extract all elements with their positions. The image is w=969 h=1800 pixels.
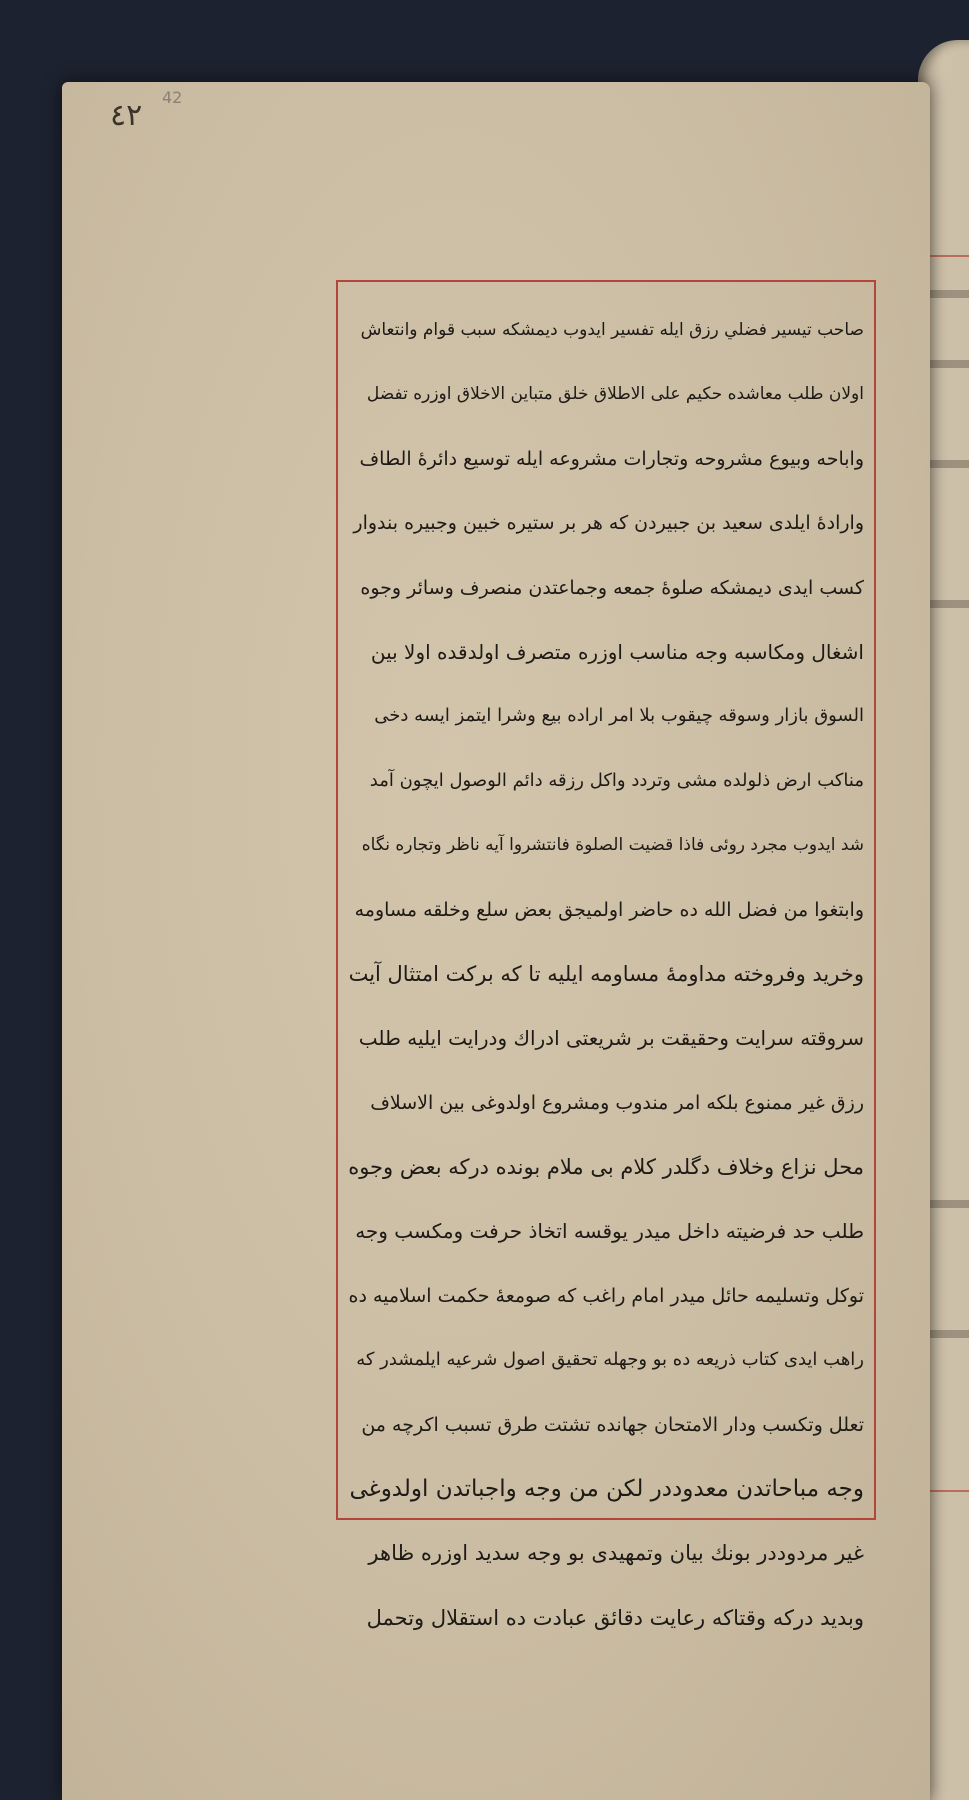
text-line: وخريد وفروخته مداومهٔ مساومه ايليه تا كه بركت امتثال آيت bbox=[348, 961, 864, 986]
text-line: السوق بازار وسوقه چيقوب بلا امر اراده بيع وشرا ايتمز ايسه دخى bbox=[374, 705, 864, 727]
text-line: طلب حد فرضيته داخل ميدر يوقسه اتخاذ حرفت ومكسب وجه bbox=[355, 1219, 864, 1244]
text-line: واباحه وبيوع مشروحه وتجارات مشروعه ايله توسيع دائرهٔ الطاف bbox=[359, 447, 864, 470]
text-line: غير مردوددر بونك بيان وتمهيدى بو وجه سديد اوزره ظاهر bbox=[368, 1541, 864, 1566]
pencil-folio-number: 42 bbox=[162, 88, 183, 107]
text-line: وابتغوا من فضل الله ده حاضر اولميجق بعض سلع وخلقه مساومه bbox=[354, 898, 864, 921]
text-line: رزق غير ممنوع بلكه امر مندوب ومشروع اولدوغى بين الاسلاف bbox=[370, 1091, 864, 1114]
folio-number: ٤٢ bbox=[110, 98, 143, 133]
text-frame-rubric-border bbox=[336, 280, 876, 1630]
text-line: وارادهٔ ايلدى سعيد بن جبيردن كه هر بر ستيره خبين وجبيره بندوار bbox=[353, 512, 864, 535]
text-line: مناكب ارض ذلولده مشى وتردد واكل رزقه دائم الوصول ايچون آمد bbox=[369, 769, 864, 791]
text-block bbox=[348, 298, 864, 1630]
text-line: اشغال ومكاسبه وجه مناسب اوزره متصرف اولدقده اولا بين bbox=[370, 639, 864, 664]
manuscript-folio bbox=[62, 82, 930, 1800]
text-line: سروقته سرايت وحقيقت بر شريعتى ادراك ودرايت ايليه طلب bbox=[358, 1026, 864, 1051]
text-line: صاحب تيسير فضلي رزق ايله تفسير ايدوب ديمشكه سبب قوام وانتعاش bbox=[360, 320, 864, 340]
text-line: تعلل وتكسب ودار الامتحان جهانده تشتت طرق تسبب اكرچه من bbox=[361, 1413, 864, 1436]
text-line: راهب ايدى كتاب ذريعه ده بو وجهله تحقيق اصول شرعيه ايلمشدر كه bbox=[356, 1349, 864, 1371]
text-line: اولان طلب معاشده حكيم على الاطلاق خلق متباين الاخلاق اوزره تفضل bbox=[366, 384, 864, 405]
text-line: شد ايدوب مجرد روئى فاذا قضيت الصلوة فانتشروا آيه ناظر وتجاره نگاه bbox=[361, 835, 864, 856]
text-line: محل نزاع وخلاف دگلدر كلام بى ملام بونده دركه بعض وجوه bbox=[348, 1155, 864, 1180]
text-line: كسب ايدى ديمشكه صلوهٔ جمعه وجماعتدن منصرف وسائر وجوه bbox=[360, 576, 864, 599]
text-line: وبديد دركه وقتاكه رعايت دقائق عبادت ده استقلال وتحمل bbox=[366, 1605, 864, 1630]
text-line: توكل وتسليمه حائل ميدر امام راغب كه صومعهٔ حكمت اسلاميه ده bbox=[348, 1284, 864, 1307]
text-line: وجه مباحاتدن معدوددر لكن من وجه واجباتدن اولدوغى bbox=[349, 1476, 864, 1503]
